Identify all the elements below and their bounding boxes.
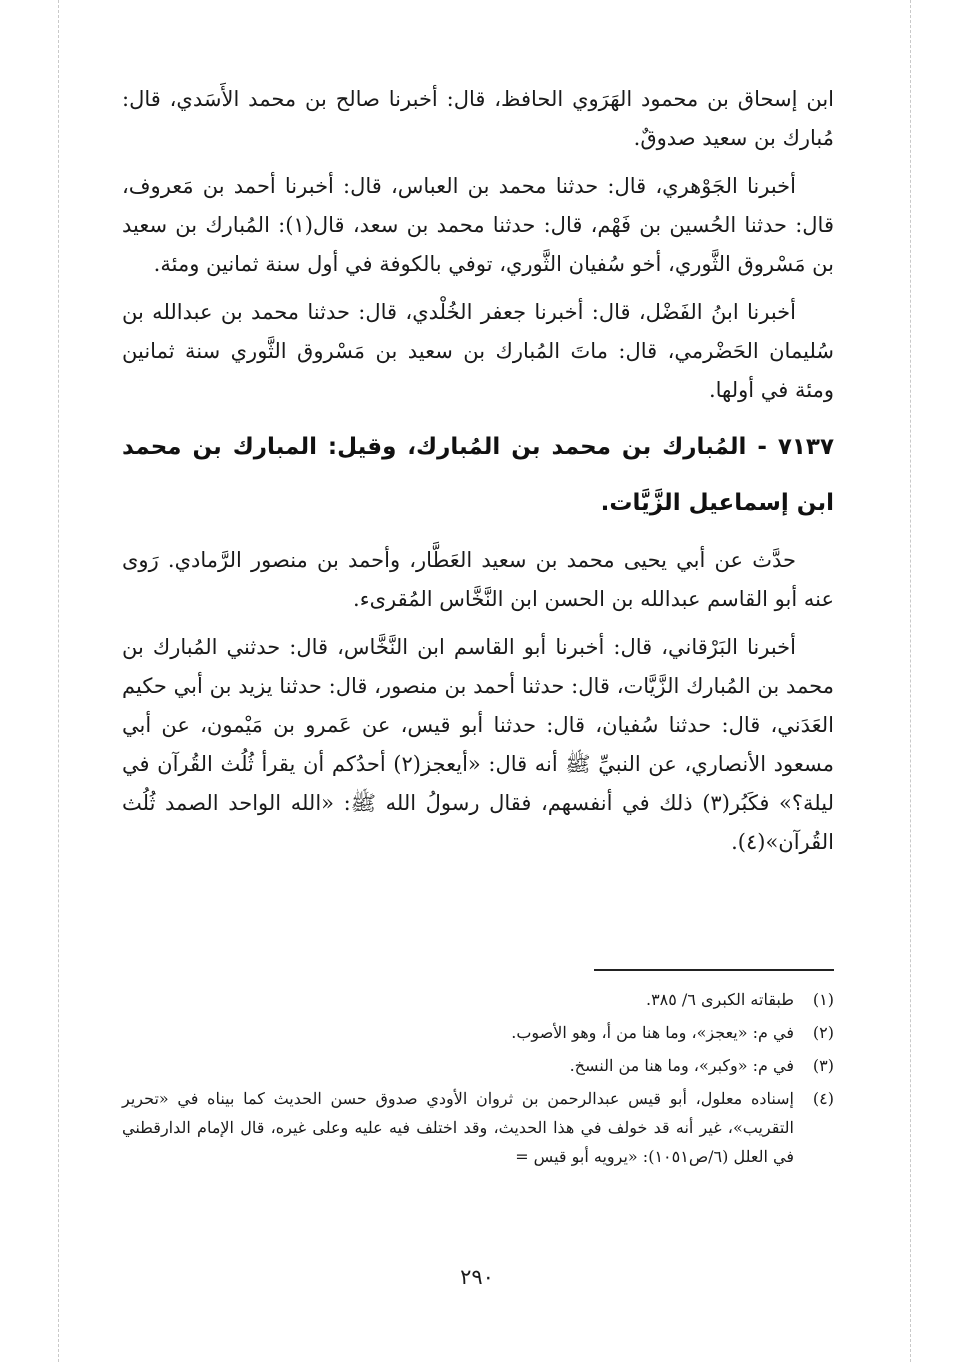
footnote-number: (٢) (812, 1023, 834, 1042)
paragraph-2: أخبرنا الجَوْهري، قال: حدثنا محمد بن العباس، قال: أخبرنا أحمد بن مَعروف، قال: حدثنا الحُسين بن فَهْم، قال: حدثنا محمد بن سعد، قال(١): المُبارك بن سعيد بن مَسْروق الثَّوري، أخو سُفيان الثَّوري، توفي بالكوفة في أول سنة ثمانين ومئة. (122, 174, 834, 276)
paragraph-3: أخبرنا ابنُ الفَضْل، قال: أخبرنا جعفر الخُلْدي، قال: حدثنا محمد بن عبدالله بن سُليمان الحَضْرمي، قال: ماتَ المُبارك بن سعيد بن مَسْروق الثَّوري سنة ثمانين ومئة في أولها. (122, 300, 834, 402)
page-number: ٢٩٠ (460, 1265, 494, 1289)
footnote (122, 985, 834, 1014)
entry-paragraph-1: حدَّث عن أبي يحيى محمد بن سعيد العَطَّار، وأحمد بن منصور الرَّمادي. رَوى عنه أبو القاسم عبدالله بن الحسن ابن النَّخَّاس المُقرىء. (122, 548, 834, 611)
scan-fold-line-left (58, 0, 59, 1362)
entry-title: - المُبارك بن محمد بن المُبارك، وقيل: المبارك بن محمد ابن إسماعيل الزَّيَّات. (122, 434, 834, 516)
entry-heading (122, 419, 834, 531)
footnote (122, 1018, 834, 1047)
footnote-text: في م: «وكبر»، وما هنا من النسخ. (569, 1056, 794, 1075)
footnote (122, 1084, 834, 1171)
footnotes (122, 985, 834, 1175)
footnote-text: في م: «يعجز»، وما هنا من أ، وهو الأصوب. (511, 1023, 794, 1042)
footnote-number: (٤) (812, 1089, 834, 1108)
footnote-number: (١) (812, 990, 834, 1009)
footnote-text: إسناده معلول، أبو قيس عبدالرحمن بن ثروان الأودي صدوق حسن الحديث كما بيناه في «تحرير التقريب»، غير أنه قد خولف في هذا الحديث، وقد اختلف فيه عليه وعلى غيره، قال الإمام الدارقطني في العلل (٦/ص١٠٥١): «يرويه أبو قيس = (122, 1089, 795, 1166)
footnote (122, 1051, 834, 1080)
paragraph-1: ابن إسحاق بن محمود الهَرَوي الحافظ، قال: أخبرنا صالح بن محمد الأَسَدي، قال: مُبارك بن سعيد صدوقٌ. (122, 87, 834, 150)
entry-number: ٧١٣٧ (777, 434, 834, 460)
main-text (122, 80, 834, 871)
scan-fold-line-right (910, 0, 911, 1362)
entry-paragraph-2: أخبرنا البَرْقاني، قال: أخبرنا أبو القاسم ابن النَّخَّاس، قال: حدثني المُبارك بن محمد بن المُبارك الزَّيَّات، قال: حدثنا أحمد بن منصور، قال: حدثنا يزيد بن أبي حكيم العَدَني، قال: حدثنا سُفيان، قال: حدثنا أبو قيس، عن عَمرو بن مَيْمون، عن أبي مسعود الأنصاري، عن النبيِّ ﷺ أنه قال: «أيعجز(٢) أحدُكم أن يقرأ ثُلُث القُرآن في ليلة؟» فكَبُر(٣) ذلك في أنفسهم، فقال رسولُ الله ﷺ: «الله الواحد الصمد ثُلُث القُرآن»(٤). (122, 635, 834, 854)
footnote-divider (594, 969, 834, 971)
footnote-text: طبقاته الكبرى ٦/ ٣٨٥. (645, 990, 794, 1009)
footnote-number: (٣) (812, 1056, 834, 1075)
